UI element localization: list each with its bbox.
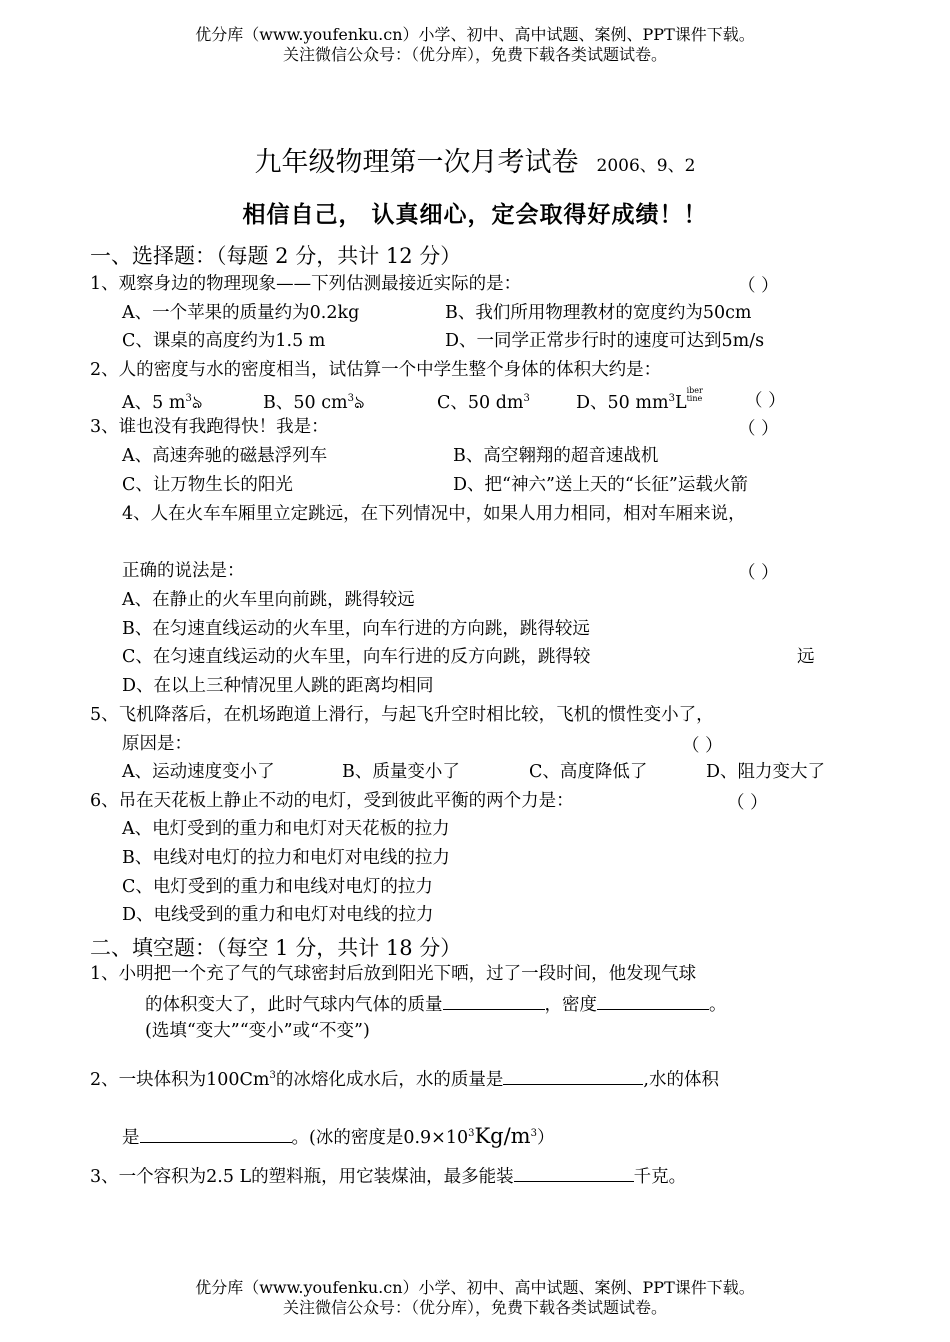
q1-option-d: D、一同学正常步行时的速度可达到5m/s [445,331,765,351]
q2-option-c: C、50 $dm^3$ [437,392,530,413]
title-text: 九年级物理第一次月考试卷 [254,147,579,178]
q1-answer-paren: （ ） [738,276,779,296]
q4-option-c: C、在匀速直线运动的火车里，向车行进的反方向跳，跳得较 [122,647,591,667]
q2-option-b: B、50 $cm^3ঌ$ [263,392,365,413]
q6-answer-paren: （ ） [727,793,768,813]
section2-heading: 二、填空题：（每空 1 分，共计 18 分） [90,936,462,960]
q2-option-d: D、50 $mm^3Liber$ tine [576,386,703,413]
q3-option-d: D、把“神六”送上天的“长征”运载火箭 [453,475,748,495]
stray-mark: iber tine [686,386,703,403]
q5-stem: 5、飞机降落后，在机场跑道上滑行，与起飞升空时相比较，飞机的惯性变小了， [90,705,714,725]
q5-answer-paren: （ ） [682,736,723,756]
q3-option-c: C、让万物生长的阳光 [122,475,293,495]
q3-option-a: A、高速奔驰的磁悬浮列车 [122,446,328,466]
section1-heading: 一、选择题：（每题 2 分，共计 12 分） [90,244,462,268]
q2-answer-paren: （ ） [745,391,786,411]
q1-option-c: C、课桌的高度约为1.5 m [122,331,326,351]
answer-blank[interactable] [597,991,709,1010]
answer-blank[interactable] [503,1066,643,1085]
q2-option-a: A、5 $m^3ঌ$ [122,392,203,413]
fill-q3-line1: 3、一个容积为2.5 L的塑料瓶，用它装煤油，最多能装 千克。 [90,1163,686,1189]
exam-date: 2006、9、2 [596,156,696,176]
q6-option-d: D、电线受到的重力和电灯对电线的拉力 [122,905,434,925]
q1-option-a: A、一个苹果的质量约为0.2kg [122,303,360,323]
q5-option-d: D、阻力变大了 [706,762,826,782]
fill-q1-line2: 的体积变大了，此时气球内气体的质量 ，密度 。 [145,991,727,1017]
q5-option-c: C、高度降低了 [529,762,648,782]
q1-stem: 1、观察身边的物理现象——下列估测最接近实际的是： [90,274,522,294]
q4-option-c-tail: 远 [797,647,815,667]
q6-option-c: C、电灯受到的重力和电线对电灯的拉力 [122,877,433,897]
q5-option-a: A、运动速度变小了 [122,762,275,782]
fill-q2-line2: 是 。(冰的密度是$0.9\times 10^3Kg/m^3$） [122,1123,555,1148]
q2-stem: 2、人的密度与水的密度相当，试估算一个中学生整个身体的体积大约是： [90,360,662,380]
q4-option-a: A、在静止的火车里向前跳，跳得较远 [122,590,415,610]
q6-option-b: B、电线对电灯的拉力和电灯对电线的拉力 [122,848,450,868]
answer-blank[interactable] [514,1163,634,1182]
fill-q1-line3: (选填“变大”“变小”或“不变”) [145,1021,370,1041]
fill-q2-line1: 2、一块体积为100Cm$^3$的冰熔化成水后，水的质量是 ,水的体积 [90,1064,719,1092]
q4-stem-2: 正确的说法是： [122,561,245,581]
q1-option-b: B、我们所用物理教材的宽度约为50cm [445,303,752,323]
q6-option-a: A、电灯受到的重力和电灯对天花板的拉力 [122,819,450,839]
q4-stem: 4、人在火车车厢里立定跳远，在下列情况中，如果人用力相同，相对车厢来说， [122,504,746,524]
garbled-glyph-icon: ঌ [191,392,203,413]
header-line-1: 优分库（www.youfenku.cn）小学、初中、高中试题、案例、PPT课件下载。 [195,25,755,44]
garbled-glyph-icon: ঌ [353,392,365,413]
q6-stem: 6、吊在天花板上静止不动的电灯，受到彼此平衡的两个力是： [90,791,574,811]
page-title [0,140,950,179]
header-line-2: 关注微信公众号：（优分库），免费下载各类试题试卷。 [282,45,667,64]
fill-q1-line1: 1、小明把一个充了气的气球密封后放到阳光下晒，过了一段时间，他发现气球 [90,964,697,984]
motto: 相信自己， 认真细心，定会取得好成绩！！ [242,202,708,228]
footer-line-1: 优分库（www.youfenku.cn）小学、初中、高中试题、案例、PPT课件下载。 [195,1278,755,1297]
q3-answer-paren: （ ） [738,419,779,439]
answer-blank[interactable] [140,1124,292,1143]
q3-option-b: B、高空翱翔的超音速战机 [453,446,659,466]
q4-answer-paren: （ ） [738,563,779,583]
q4-option-b: B、在匀速直线运动的火车里，向车行进的方向跳，跳得较远 [122,619,590,639]
answer-blank[interactable] [443,991,545,1010]
q5-option-b: B、质量变小了 [342,762,460,782]
q3-stem: 3、谁也没有我跑得快！我是： [90,417,329,437]
q4-option-d: D、在以上三种情况里人跳的距离均相同 [122,676,434,696]
footer-line-2: 关注微信公众号：（优分库），免费下载各类试题试卷。 [282,1298,667,1317]
q5-stem-2: 原因是： [122,734,192,754]
